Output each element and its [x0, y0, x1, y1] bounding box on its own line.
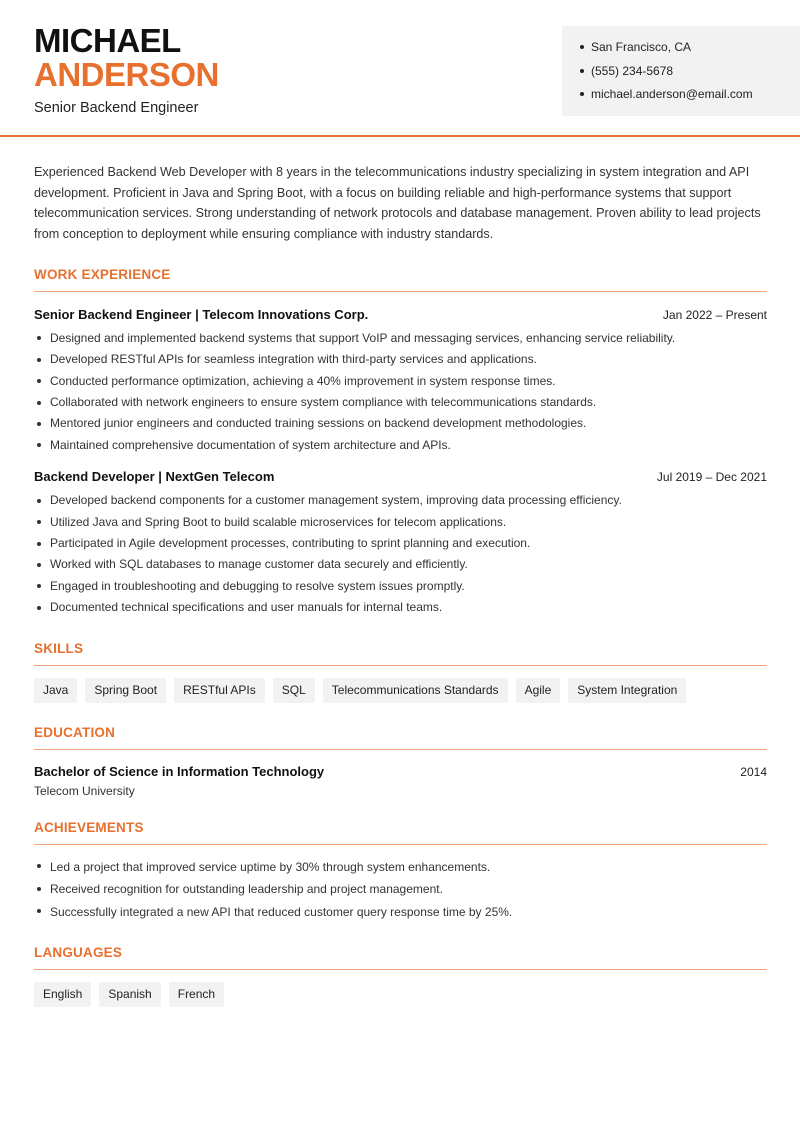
list-item — [34, 490, 767, 511]
job-dates: Jan 2022 – Present — [662, 307, 767, 322]
list-item — [34, 435, 767, 456]
contact-phone-text: (555) 234-5678 — [591, 63, 674, 78]
education-school: Telecom University — [34, 783, 135, 798]
bullet-icon — [37, 887, 41, 891]
job-entry — [34, 469, 767, 618]
education-degree: Bachelor of Science in Information Technology — [34, 763, 325, 779]
skill-chip: Spring Boot — [85, 678, 166, 703]
job-entry — [34, 307, 767, 456]
bullet-icon — [37, 422, 41, 426]
bullet-icon — [37, 563, 41, 567]
bullet-icon — [37, 499, 41, 503]
bullet-icon — [37, 909, 41, 913]
bullet-text: Utilized Java and Spring Boot to build scalable microservices for telecom applications. — [50, 514, 507, 529]
bullet-text: Documented technical specifications and user manuals for internal teams. — [50, 600, 443, 615]
bullet-icon — [37, 520, 41, 524]
skill-chip: Telecommunications Standards — [323, 678, 508, 703]
job-dates: Jul 2019 – Dec 2021 — [656, 470, 767, 485]
achievement-text: Successfully integrated a new API that reduced customer query response time by 25%. — [50, 904, 513, 919]
last-name: ANDERSON — [34, 56, 219, 93]
header-divider — [0, 135, 800, 137]
list-item — [34, 413, 767, 434]
bullet-icon — [37, 358, 41, 362]
bullet-icon — [37, 379, 41, 383]
list-item — [34, 512, 767, 533]
bullet-icon — [37, 542, 41, 546]
bullet-icon — [37, 584, 41, 588]
list-item — [34, 878, 767, 901]
bullet-icon — [580, 45, 584, 49]
bullet-icon — [37, 336, 41, 340]
job-bullets — [34, 490, 767, 618]
bullet-icon — [580, 92, 584, 96]
bullet-text: Conducted performance optimization, achieving a 40% improvement in system response times. — [50, 373, 556, 388]
bullet-icon — [580, 69, 584, 73]
section-title-skills: SKILLS — [34, 641, 767, 666]
education-year: 2014 — [740, 764, 767, 779]
bullet-text: Maintained comprehensive documentation of system architecture and APIs. — [50, 437, 451, 452]
contact-email[interactable] — [580, 86, 800, 110]
list-item — [34, 554, 767, 575]
language-chip: French — [169, 982, 224, 1007]
bullet-text: Developed RESTful APIs for seamless integration with third-party services and applications. — [50, 352, 537, 367]
job-role: Backend Developer | NextGen Telecom — [34, 469, 275, 485]
skills-list — [34, 678, 767, 703]
section-title-work: WORK EXPERIENCE — [34, 267, 767, 292]
language-chip: English — [34, 982, 91, 1007]
resume-header — [0, 0, 800, 138]
bullet-text: Engaged in troubleshooting and debugging to resolve system issues promptly. — [50, 578, 465, 593]
resume-body — [34, 162, 767, 1007]
bullet-text: Developed backend components for a customer management system, improving data processing efficiency. — [50, 493, 622, 508]
section-title-education: EDUCATION — [34, 725, 767, 750]
bullet-text: Mentored junior engineers and conducted training sessions on backend development methodologies. — [50, 416, 587, 431]
languages-list — [34, 982, 767, 1007]
bullet-text: Collaborated with network engineers to ensure system compliance with telecommunications standards. — [50, 395, 597, 410]
bullet-text: Participated in Agile development processes, contributing to sprint planning and execution. — [50, 536, 531, 551]
bullet-text: Designed and implemented backend systems that support VoIP and messaging services, enhancing service reliability. — [50, 330, 676, 345]
bullet-icon — [37, 443, 41, 447]
bullet-icon — [37, 864, 41, 868]
skill-chip: Java — [34, 678, 77, 703]
bullet-icon — [37, 606, 41, 610]
work-experience-list — [34, 307, 767, 619]
skill-chip: Agile — [516, 678, 561, 703]
summary: Experienced Backend Web Developer with 8 years in the telecommunications industry specializing in system integration and API development. Proficient in Java and Spring Boot, with a focus on building reliable and high-performance systems that support telecommunication services. Strong understanding of network protocols and database management. Proven ability to lead projects from conception to deployment while ensuring compliance with industry standards. — [34, 165, 761, 242]
achievements-list — [34, 856, 767, 924]
skill-chip: RESTful APIs — [174, 678, 265, 703]
list-item — [34, 328, 767, 349]
section-title-achievements: ACHIEVEMENTS — [34, 820, 767, 845]
job-title: Senior Backend Engineer — [34, 100, 199, 116]
contact-phone — [580, 63, 800, 87]
education-entry — [34, 764, 767, 798]
contact-location — [580, 39, 800, 63]
language-chip: Spanish — [99, 982, 160, 1007]
contact-location-text: San Francisco, CA — [591, 40, 692, 54]
achievement-text: Led a project that improved service uptime by 30% through system enhancements. — [50, 859, 491, 874]
list-item — [34, 533, 767, 554]
list-item — [34, 856, 767, 879]
contact-email-text[interactable]: michael.anderson@email.com — [591, 87, 753, 101]
list-item — [34, 597, 767, 618]
job-bullets — [34, 328, 767, 456]
bullet-icon — [37, 401, 41, 405]
bullet-text: Worked with SQL databases to manage customer data securely and efficiently. — [50, 557, 468, 572]
achievement-text: Received recognition for outstanding leadership and project management. — [50, 882, 443, 897]
list-item — [34, 392, 767, 413]
skill-chip: SQL — [273, 678, 315, 703]
contact-box — [562, 26, 800, 116]
list-item — [34, 576, 767, 597]
section-title-languages: LANGUAGES — [34, 945, 767, 970]
first-name: MICHAEL — [34, 22, 181, 59]
job-role: Senior Backend Engineer | Telecom Innovations Corp. — [34, 306, 369, 322]
skill-chip: System Integration — [568, 678, 686, 703]
achievements-block — [34, 856, 767, 924]
list-item — [34, 901, 767, 924]
list-item — [34, 371, 767, 392]
list-item — [34, 349, 767, 370]
